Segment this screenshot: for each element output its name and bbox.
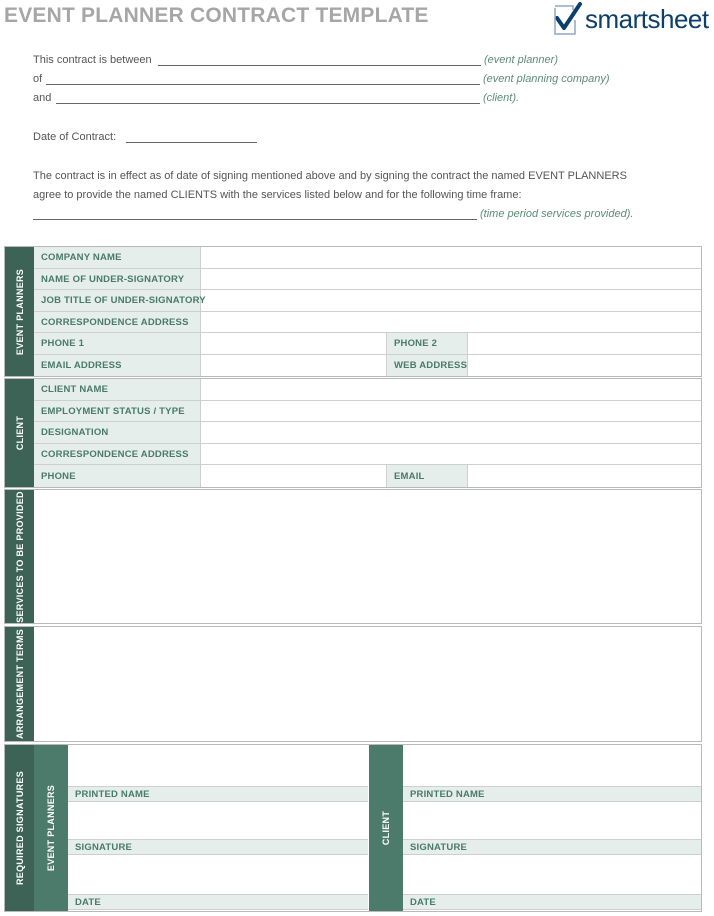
client-side-label: CLIENT <box>5 379 34 487</box>
employment-status-input[interactable] <box>201 401 701 421</box>
services-section <box>4 489 702 624</box>
client-printed-name-input[interactable] <box>403 745 701 786</box>
client-address-label: CORRESPONDENCE ADDRESS <box>34 444 201 464</box>
table-row <box>34 269 701 290</box>
web-address-label: WEB ADDRESS <box>387 355 468 376</box>
services-input[interactable] <box>34 490 701 623</box>
table-row <box>34 401 701 422</box>
company-name-input[interactable] <box>201 247 701 268</box>
table-row <box>34 290 701 312</box>
client-section <box>4 378 702 488</box>
planner-signature-input[interactable] <box>68 802 368 839</box>
table-row <box>34 355 701 376</box>
checkmark-logo-icon <box>553 2 583 36</box>
date-of-contract-label: Date of Contract: <box>33 131 117 143</box>
table-row <box>34 312 701 333</box>
phone2-input[interactable] <box>468 333 701 354</box>
planner-signature-label: SIGNATURE <box>68 839 368 855</box>
job-title-input[interactable] <box>201 290 701 311</box>
event-planner-hint: (event planner) <box>484 54 558 66</box>
planner-address-input[interactable] <box>201 312 701 332</box>
client-printed-name-label: PRINTED NAME <box>403 786 701 802</box>
table-row <box>34 465 701 487</box>
planner-address-label: CORRESPONDENCE ADDRESS <box>34 312 201 332</box>
client-address-input[interactable] <box>201 444 701 464</box>
sig-event-planners-label: EVENT PLANNERS <box>34 745 68 911</box>
between-label: This contract is between <box>33 54 152 66</box>
client-signature-label: SIGNATURE <box>403 839 701 855</box>
phone1-input[interactable] <box>201 333 387 354</box>
planning-company-field[interactable] <box>46 84 480 85</box>
event-planner-field[interactable] <box>158 65 481 66</box>
arrangement-terms-input[interactable] <box>34 627 701 741</box>
table-row <box>34 379 701 401</box>
client-phone-input[interactable] <box>201 465 387 487</box>
time-period-hint: (time period services provided). <box>480 208 634 220</box>
services-side-label: SERVICES TO BE PROVIDED <box>5 490 34 623</box>
client-email-input[interactable] <box>468 465 701 487</box>
smartsheet-logo <box>553 2 709 36</box>
under-signatory-name-label: NAME OF UNDER-SIGNATORY <box>34 269 201 289</box>
event-planners-section <box>4 246 702 377</box>
table-row <box>34 247 701 269</box>
contract-paragraph-line2: agree to provide the named CLIENTS with the services listed below and for the following time frame: <box>33 189 522 201</box>
date-of-contract-field[interactable] <box>126 142 257 143</box>
event-planners-side-label: EVENT PLANNERS <box>5 247 34 376</box>
and-label: and <box>33 92 52 104</box>
web-address-input[interactable] <box>468 355 701 376</box>
contract-paragraph-line1: The contract is in effect as of date of signing mentioned above and by signing the contract the named EVENT PLANNERS <box>33 170 627 182</box>
table-row <box>34 333 701 355</box>
client-email-label: EMAIL <box>387 465 468 487</box>
designation-label: DESIGNATION <box>34 422 201 443</box>
client-field[interactable] <box>56 103 480 104</box>
page-title: EVENT PLANNER CONTRACT TEMPLATE <box>4 4 429 27</box>
client-signature-input[interactable] <box>403 802 701 839</box>
phone1-label: PHONE 1 <box>34 333 201 354</box>
planner-printed-name-input[interactable] <box>68 745 368 786</box>
employment-status-label: EMPLOYMENT STATUS / TYPE <box>34 401 201 421</box>
arrangement-terms-section <box>4 626 702 742</box>
email-address-label: EMAIL ADDRESS <box>34 355 201 376</box>
planner-date-label: DATE <box>68 894 368 910</box>
job-title-label: JOB TITLE OF UNDER-SIGNATORY <box>34 290 201 311</box>
planner-date-input[interactable] <box>68 855 368 894</box>
table-row <box>34 422 701 444</box>
client-date-label: DATE <box>403 894 701 910</box>
client-name-label: CLIENT NAME <box>34 379 201 400</box>
client-hint: (client). <box>483 92 520 104</box>
email-address-input[interactable] <box>201 355 387 376</box>
client-phone-label: PHONE <box>34 465 201 487</box>
time-period-field[interactable] <box>33 219 477 220</box>
client-date-input[interactable] <box>403 855 701 894</box>
brand-name: smartsheet <box>585 3 709 34</box>
arrangement-terms-side-label: ARRANGEMENT TERMS <box>5 627 34 741</box>
planner-printed-name-label: PRINTED NAME <box>68 786 368 802</box>
company-name-label: COMPANY NAME <box>34 247 201 268</box>
table-row <box>34 444 701 465</box>
sig-client-label: CLIENT <box>369 745 403 911</box>
under-signatory-name-input[interactable] <box>201 269 701 289</box>
of-label: of <box>33 73 43 85</box>
planning-company-hint: (event planning company) <box>483 73 610 85</box>
designation-input[interactable] <box>201 422 701 443</box>
required-signatures-section <box>4 744 702 912</box>
client-name-input[interactable] <box>201 379 701 400</box>
required-signatures-side-label: REQUIRED SIGNATURES <box>5 745 34 911</box>
phone2-label: PHONE 2 <box>387 333 468 354</box>
